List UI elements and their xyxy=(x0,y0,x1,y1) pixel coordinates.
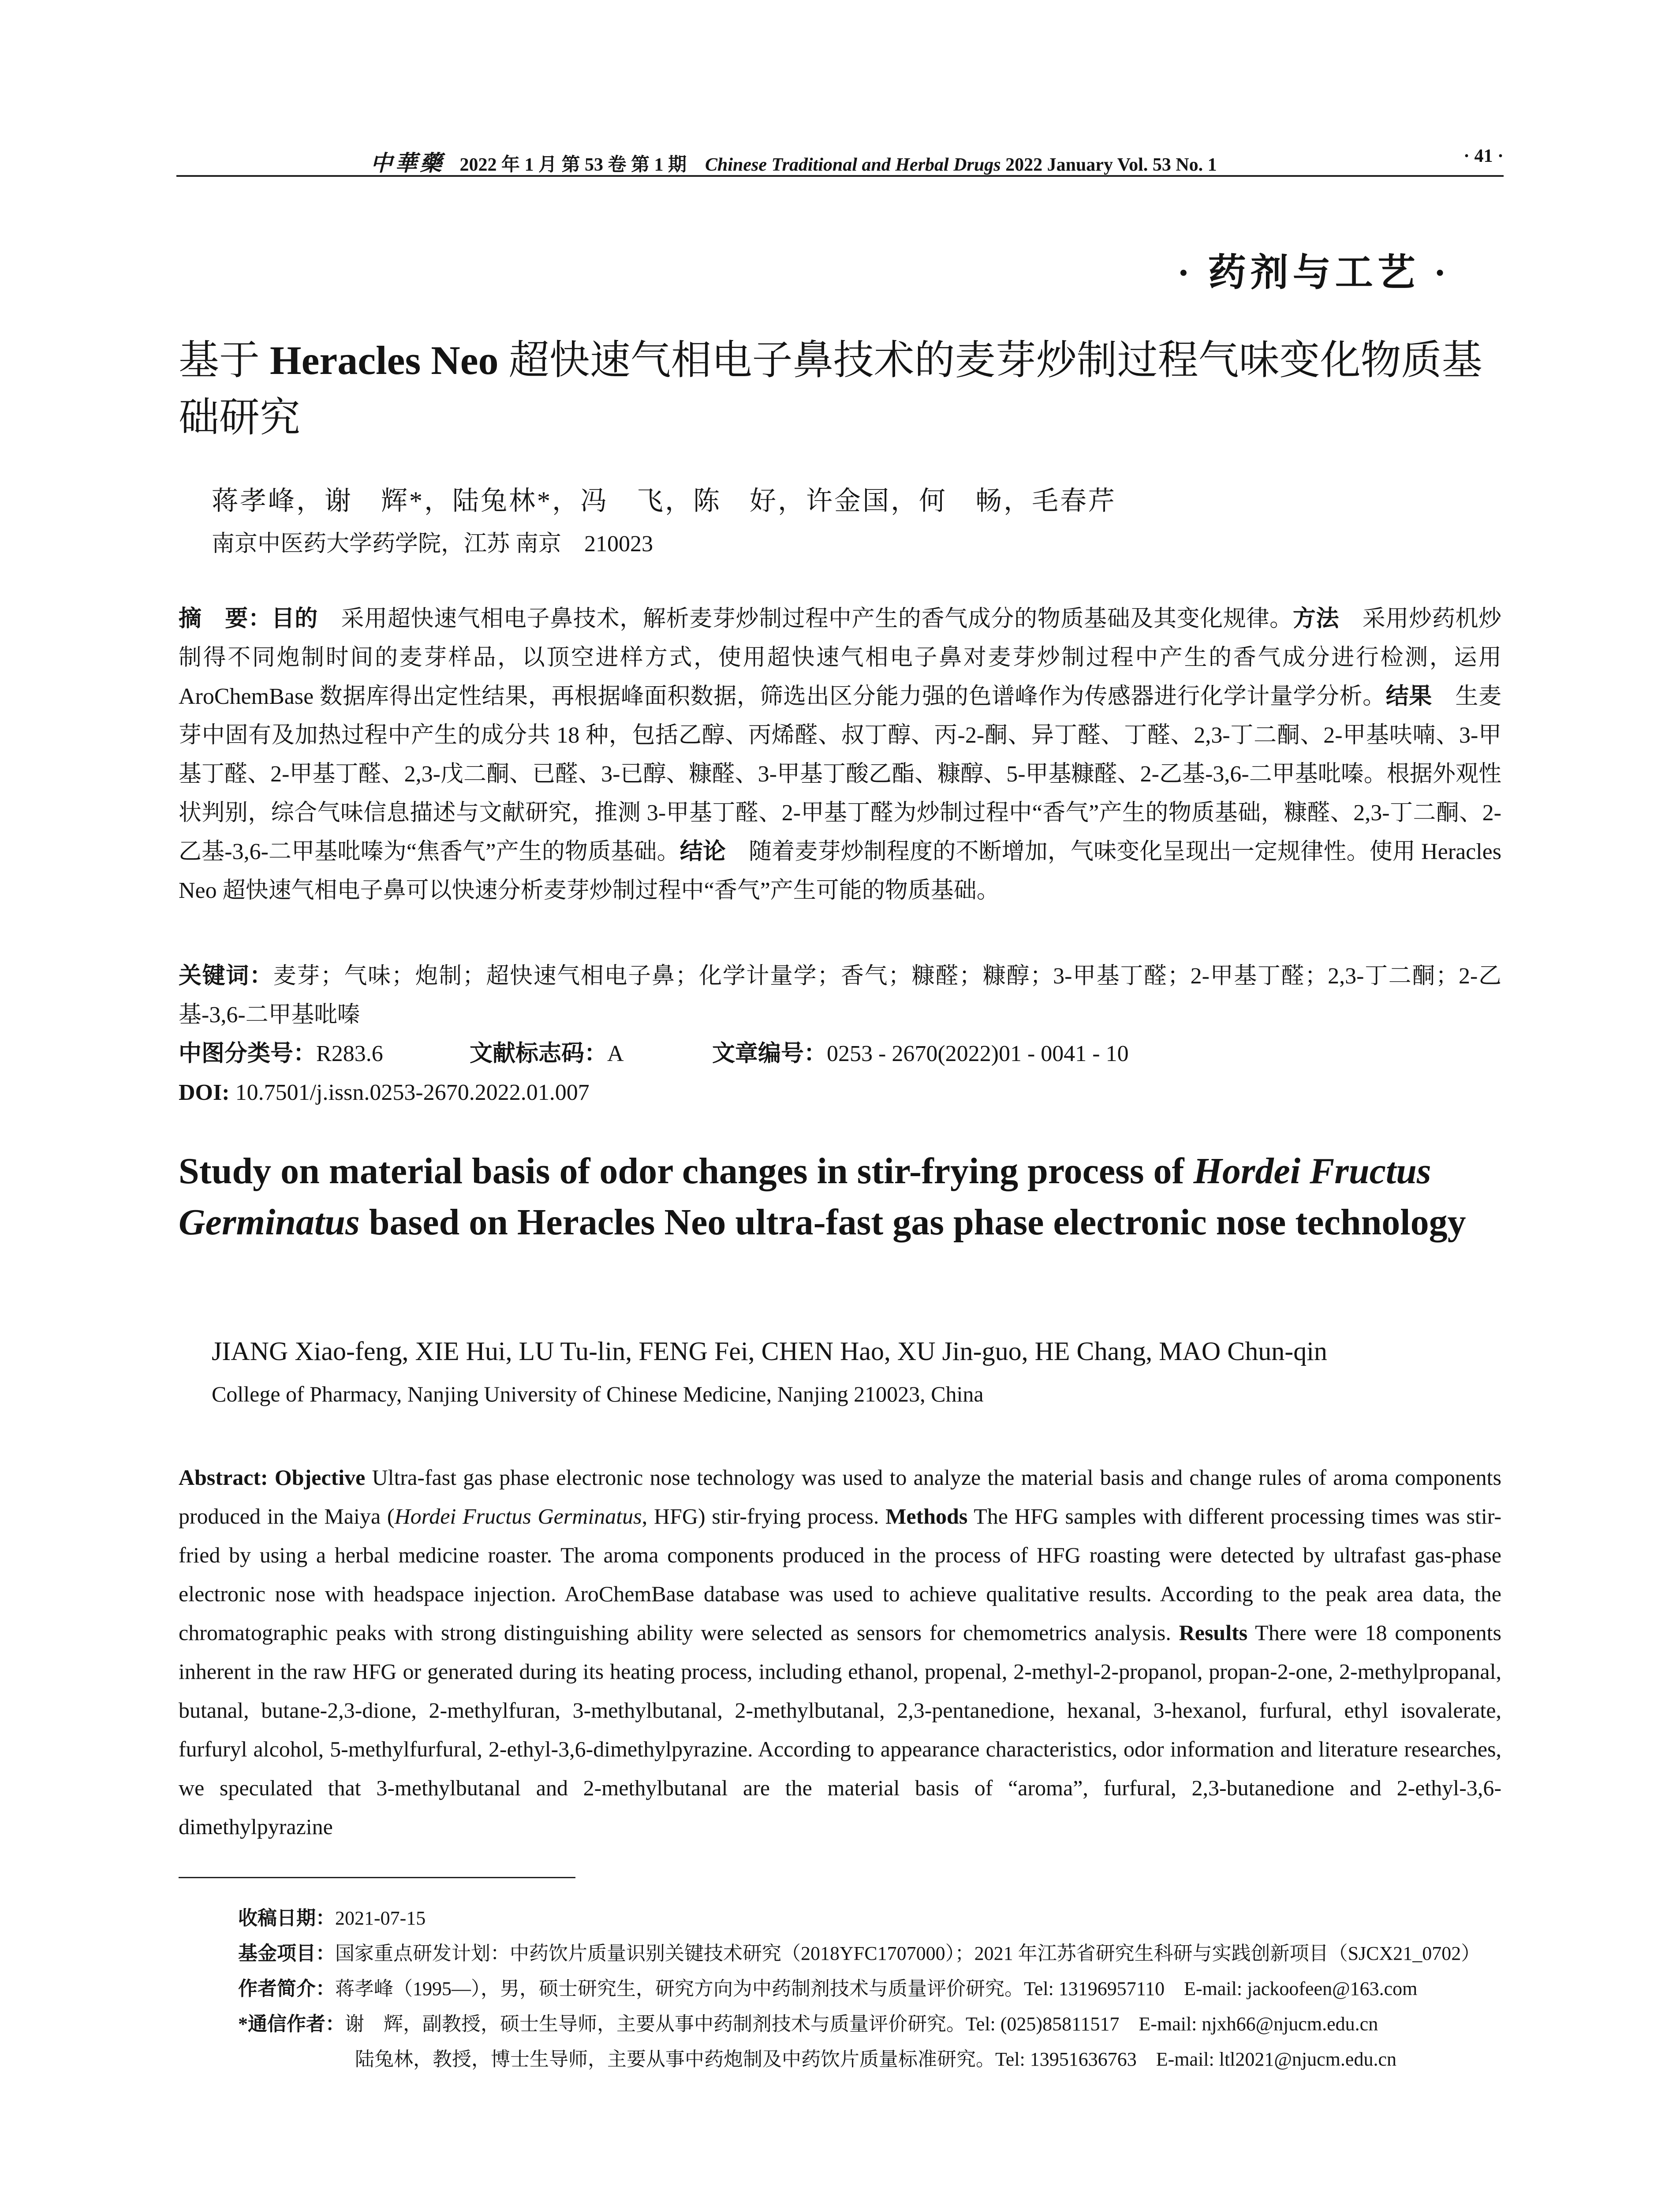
methods-text-en: The HFG samples with different processing times was stir-fried by using a herbal medicine roaster. The aroma components produced in the process of HFG roasting were detected by ultrafast gas-phase electronic nose with headspace injection. AroChemBase database was used to achieve qualitative results. According to the peak area data, the chromatographic peaks with strong distinguishing ability were selected as sensors for chemometrics analysis. xyxy=(179,1504,1502,1645)
conclusion-label-cn: 结论 xyxy=(679,839,726,864)
title-en xyxy=(179,1146,1501,1248)
methods-label-en: Methods xyxy=(885,1504,968,1529)
received-date: 2021-07-15 xyxy=(335,1907,426,1929)
doi-label: DOI: xyxy=(179,1080,230,1105)
footnote-received xyxy=(238,1901,1517,1936)
article-label: 文章编号： xyxy=(712,1041,827,1066)
results-text-en: There were 18 components inherent in the raw HFG or generated during its heating process, including ethanol, propenal, 2-methyl-2-propanol, propan-2-one, 2-methylpropanal, butanal, butane-2,3-dione, 2-methylfuran, 3-methylbutanal, 2-methylbutanal, 2,3-pentanedione, hexanal, 3-hexanol, furfural, ethyl isovalerate, furfuryl alcohol, 5-methylfurfural, 2-ethyl-3,6-dimethylpyrazine. According to appearance characteristics, odor information and literature researches, we speculated that 3-methylbutanal and 2-methylbutanal are the material basis of “aroma”, furfural, 2,3-butanedione and 2-ethyl-3,6-dimethylpyrazine xyxy=(179,1620,1501,1839)
issue-en: 2022 January Vol. 53 No. 1 xyxy=(1005,155,1217,175)
footnotes xyxy=(238,1901,1517,2077)
doi-value: 10.7501/j.issn.0253-2670.2022.01.007 xyxy=(229,1080,590,1105)
footnote-corresponding-2: 陆兔林，教授，博士生导师，主要从事中药炮制及中药饮片质量标准研究。Tel: 13951636763 E-mail: ltl2021@njucm.edu.cn xyxy=(355,2048,1396,2070)
abstract-cn xyxy=(179,600,1501,910)
doc-value: A xyxy=(607,1041,624,1066)
keywords-label: 关键词： xyxy=(179,964,273,989)
journal-logo-cn: 中華藥 xyxy=(370,151,444,176)
clc-code xyxy=(179,1035,383,1073)
affiliation-cn: 南京中医药大学药学院，江苏 南京 210023 xyxy=(212,531,653,557)
clc-label: 中图分类号： xyxy=(179,1041,317,1066)
footnote-rule xyxy=(179,1877,575,1878)
page-number: · 41 · xyxy=(1463,146,1504,166)
footnote-corresponding xyxy=(238,2007,1517,2042)
results-label-cn: 结果 xyxy=(1385,684,1432,709)
objective-label-cn: 目的 xyxy=(271,606,318,632)
methods-label-cn: 方法 xyxy=(1292,606,1340,632)
keywords-text: 麦芽；气味；炮制；超快速气相电子鼻；化学计量学；香气；糠醛；糠醇；3-甲基丁醛；2-甲基丁醛；2,3-丁二酮；2-乙基-3,6-二甲基吡嗪 xyxy=(179,964,1501,1028)
authors-cn: 蒋孝峰，谢 辉*，陆兔林*，冯 飞，陈 好，许金国，何 畅，毛春芹 xyxy=(212,486,1116,516)
abstract-en xyxy=(179,1458,1501,1846)
bio-label: 作者简介： xyxy=(238,1978,335,1999)
journal-name-en: Chinese Traditional and Herbal Drugs xyxy=(705,155,1001,175)
classification-line xyxy=(179,1035,1501,1073)
abstract-cn-label: 摘 要： xyxy=(179,606,272,632)
objective-text-cn: 采用超快速气相电子鼻技术，解析麦芽炒制过程中产生的香气成分的物质基础及其变化规律。 xyxy=(317,606,1293,632)
article-number xyxy=(712,1035,1129,1073)
results-label-en: Results xyxy=(1179,1620,1248,1645)
clc-value: R283.6 xyxy=(316,1041,383,1066)
objective-end-en: , HFG) stir-frying process. xyxy=(642,1504,886,1529)
authors-en: JIANG Xiao-feng, XIE Hui, LU Tu-lin, FENG Fei, CHEN Hao, XU Jin-guo, HE Chang, MAO Chun-qin xyxy=(212,1337,1327,1366)
running-header-text xyxy=(370,146,1217,177)
corresponding-author-1: 谢 辉，副教授，硕士生导师，主要从事中药制剂技术与质量评价研究。Tel: (025)85811517 E-mail: njxh66@njucm.edu.cn xyxy=(345,2013,1378,2035)
title-cn-part2: 超快速气相电子鼻技术的麦芽炒制过程气味变化物质基础研究 xyxy=(179,338,1482,440)
title-en-part1: Study on material basis of odor changes in stir-frying process of xyxy=(179,1151,1194,1192)
section-label: · 药剂与工艺 · xyxy=(1177,251,1451,294)
results-text-cn: 生麦芽中固有及加热过程中产生的成分共 18 种，包括乙醇、丙烯醛、叔丁醇、丙-2-酮、异丁醛、丁醛、2,3-丁二酮、2-甲基呋喃、3-甲基丁醛、2-甲基丁醛、2,3-戊二酮、已醛、3-已醇、糠醛、3-甲基丁酸乙酯、糠醇、5-甲基糠醛、2-乙基-3,6-二甲基吡嗪。根据外观性状判别，综合气味信息描述与文献研究，推测 3-甲基丁醛、2-甲基丁醛为炒制过程中“香气”产生的物质基础，糠醛、2,3-丁二酮、2-乙基-3,6-二甲基吡嗪为“焦香气”产生的物质基础。 xyxy=(179,684,1501,864)
fund-label: 基金项目： xyxy=(238,1943,335,1964)
title-cn-part1: 基于 xyxy=(179,338,270,383)
corresponding-label: *通信作者： xyxy=(238,2013,345,2035)
title-cn xyxy=(179,332,1501,446)
doc-label: 文献标志码： xyxy=(470,1041,608,1066)
footnote-fund xyxy=(238,1936,1517,1971)
fund-text: 国家重点研发计划：中药饮片质量识别关键技术研究（2018YFC1707000）；2021 年江苏省研究生科研与实践创新项目（SJCX21_0702） xyxy=(335,1943,1481,1964)
doi-line xyxy=(179,1073,590,1112)
methods-text-cn: 采用炒药机炒制得不同炮制时间的麦芽样品，以顶空进样方式，使用超快速气相电子鼻对麦芽炒制过程中产生的香气成分进行检测，运用 AroChemBase 数据库得出定性结果，再根据峰面积数据，筛选出区分能力强的色谱峰作为传感器进行化学计量学分析。 xyxy=(179,606,1501,709)
issue-cn: 2022 年 1 月 第 53 卷 第 1 期 xyxy=(459,155,687,175)
title-cn-latin: Heracles Neo xyxy=(270,338,499,383)
received-label: 收稿日期： xyxy=(238,1907,335,1929)
running-header xyxy=(176,141,1504,176)
footnote-author-bio xyxy=(238,1971,1517,2007)
article-value: 0253 - 2670(2022)01 - 0041 - 10 xyxy=(827,1041,1129,1066)
title-en-part2: based on Heracles Neo ultra-fast gas phase electronic nose technology xyxy=(359,1202,1466,1243)
doc-code xyxy=(470,1035,624,1073)
keywords-cn xyxy=(179,957,1501,1035)
abstract-en-label: Abstract: Objective xyxy=(179,1465,366,1490)
title-en-italic: Hordei Fructus Germinatus xyxy=(179,1151,1431,1243)
objective-text-en: Ultra-fast gas phase electronic nose technology was used to analyze the material basis and change rules of aroma components produced in the Maiya ( xyxy=(179,1465,1501,1529)
objective-italic-en: Hordei Fructus Germinatus xyxy=(394,1504,642,1529)
bio-text: 蒋孝峰（1995—），男，硕士研究生，研究方向为中药制剂技术与质量评价研究。Tel: 13196957110 E-mail: jackoofeen@163.com xyxy=(335,1978,1418,1999)
header-rule xyxy=(176,175,1504,177)
affiliation-en: College of Pharmacy, Nanjing University of Chinese Medicine, Nanjing 210023, China xyxy=(212,1382,984,1406)
conclusion-text-cn: 随着麦芽炒制程度的不断增加，气味变化呈现出一定规律性。使用 Heracles Neo 超快速气相电子鼻可以快速分析麦芽炒制过程中“香气”产生可能的物质基础。 xyxy=(179,839,1501,903)
